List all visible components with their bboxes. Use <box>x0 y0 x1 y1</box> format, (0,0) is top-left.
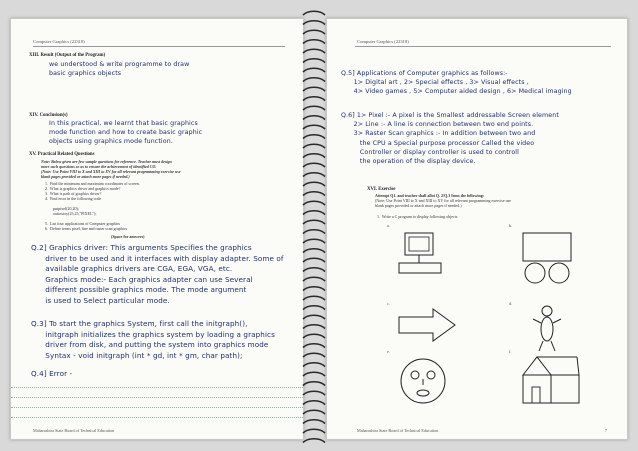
spiral-coil <box>303 116 325 120</box>
spiral-coil <box>303 277 325 281</box>
spiral-coil <box>303 325 325 329</box>
spiral-coil <box>303 220 325 224</box>
spiral-coil <box>303 173 325 177</box>
ruled-line <box>11 387 303 388</box>
answer-q4: Q.4] Error - <box>31 369 73 378</box>
spiral-coil <box>303 401 325 405</box>
figure-label-b: b. <box>509 223 512 228</box>
spiral-coil <box>303 287 325 291</box>
spiral-coil <box>303 372 325 376</box>
spiral-coil <box>303 439 325 443</box>
spiral-coil <box>303 97 325 101</box>
spiral-coil <box>303 40 325 44</box>
ruled-line <box>11 397 303 398</box>
conclusion-answer: In this practical, we learnt that basic graphics mode function and how to create basic graphic objects using graphics mode function. <box>49 120 203 146</box>
spiral-coil <box>303 344 325 348</box>
figure-label-f: f. <box>509 349 512 354</box>
spiral-coil <box>303 334 325 338</box>
spiral-coil <box>303 230 325 234</box>
spiral-coil <box>303 410 325 414</box>
results-title: XIII. Result (Output of the Program) <box>29 53 106 58</box>
spiral-coil <box>303 78 325 82</box>
spiral-coil <box>303 258 325 262</box>
answer-q5: Q.5] Applications of Computer graphics as follows:- 1> Digital art , 2> Special effects , 3> Visual effects , 4> Video games , 5> Computer aided design , 6> Medical imaging <box>341 70 572 96</box>
left-page <box>10 18 304 440</box>
ruled-line <box>11 407 303 408</box>
spiral-coil <box>303 315 325 319</box>
spiral-coil <box>303 353 325 357</box>
spiral-coil <box>303 363 325 367</box>
arrow-figure <box>393 305 463 345</box>
conclusion-title: XIV. Conclusion(s) <box>29 113 68 118</box>
spiral-coil <box>303 201 325 205</box>
spiral-coil <box>303 306 325 310</box>
spiral-coil <box>303 239 325 243</box>
house-figure <box>519 351 583 407</box>
spiral-coil <box>303 429 325 433</box>
right-page-header: Computer Graphics (22318) <box>357 39 409 44</box>
spiral-coil <box>303 154 325 158</box>
figure-label-c: c. <box>387 301 390 306</box>
spiral-coil <box>303 249 325 253</box>
practical-questions-title: XV. Practical Related Questions <box>29 152 95 157</box>
practical-questions-note: Note: Below given are few sample questions for reference. Teacher must design more such questions so as to ensure the achievement of identified CO. (Note: Use Point VIII to X and XIII to XV for all relevant programming exercise use blank pages provided or attach more pages if needed.) <box>41 159 181 179</box>
figure-label-e: e. <box>387 349 390 354</box>
spiral-coil <box>303 296 325 300</box>
face-figure <box>395 353 451 409</box>
spiral-coil <box>303 49 325 53</box>
figure-label-a: a. <box>387 223 390 228</box>
spiral-coil <box>303 182 325 186</box>
spiral-coil <box>303 87 325 91</box>
results-answer: we understood & write programme to draw basic graphics objects <box>49 61 190 78</box>
spiral-binding <box>300 8 328 444</box>
spiral-coil <box>303 68 325 72</box>
spiral-coil <box>303 391 325 395</box>
answer-q3: Q.3] To start the graphics System, first call the initgraph(), initgraph initializes the graphics system by loading a graphics driver from disk, and putting the system into graphics mode Syntax - void initgraph (int * gd, int * gm, char path); <box>31 319 275 360</box>
header-rule <box>355 46 611 47</box>
answer-q6: Q.6] 1> Pixel :- A pixel is the Smallest addressable Screen element 2> Line :- A line is connection between two end points. 3> Raster Scan graphics :- In addition between two and the CPU a Special purpose processor Called the video Controller or display controller is used to controll the operation of the display device. <box>341 112 559 166</box>
spiral-coil <box>303 420 325 424</box>
spiral-coil <box>303 125 325 129</box>
spiral-coil <box>303 211 325 215</box>
ruled-line <box>11 417 303 418</box>
space-for-answers: (Space for answers) <box>111 234 145 239</box>
exercise-title: XVI. Exercise <box>367 187 396 192</box>
spiral-coil <box>303 268 325 272</box>
stick-figure <box>527 303 567 353</box>
header-rule <box>33 46 285 47</box>
exercise-q1: 1. Write a C program to display following objects <box>377 214 458 219</box>
spiral-coil <box>303 11 325 15</box>
figure-label-d: d. <box>509 301 512 306</box>
computer-figure <box>391 229 451 289</box>
spiral-coil <box>303 106 325 110</box>
spiral-coil <box>303 30 325 34</box>
spiral-coil <box>303 192 325 196</box>
right-page <box>326 18 628 440</box>
page-number: 7 <box>604 428 607 433</box>
spiral-coil <box>303 382 325 386</box>
exercise-instructions: Attempt Q1. and teacher shall allot Q. 2/Q.3 from the following: (Note: Use Point VIII to X and XIII to XV for all relevant programming exercise use blank pages provided or attach more pages if needed.) <box>375 193 511 208</box>
spiral-coil <box>303 144 325 148</box>
left-page-footer: Maharashtra State Board of Technical Education <box>33 428 115 433</box>
answer-q2: Q.2] Graphics driver: This arguments Specifies the graphics driver to be used and it interfaces with display adapter. Some of available graphics drivers are CGA, EGA, VGA, etc. Graphics mode:- Each graphics adapter can use Several different possible graphics mode. The mode argument is used to Select particular mode. <box>31 243 284 305</box>
spiral-coil <box>303 21 325 25</box>
cart-figure <box>513 229 583 289</box>
practical-questions-list: 1. Find the minimum and maximum coordinates of screen. 2. What is graphics driver and graphics mode? 3. What is path of graphics driver? 4. Find error in the following code putpixel(20,20); outtextxy(25,25,"PIXEL"); 5. List four applications of Computer graphics 6. Define terms pixel, line and raster scan graphics <box>45 181 140 231</box>
spiral-coil <box>303 163 325 167</box>
spiral-coil <box>303 59 325 63</box>
spiral-coil <box>303 135 325 139</box>
right-page-footer: Maharashtra State Board of Technical Education <box>357 428 439 433</box>
left-page-header: Computer Graphics (22318) <box>33 39 85 44</box>
